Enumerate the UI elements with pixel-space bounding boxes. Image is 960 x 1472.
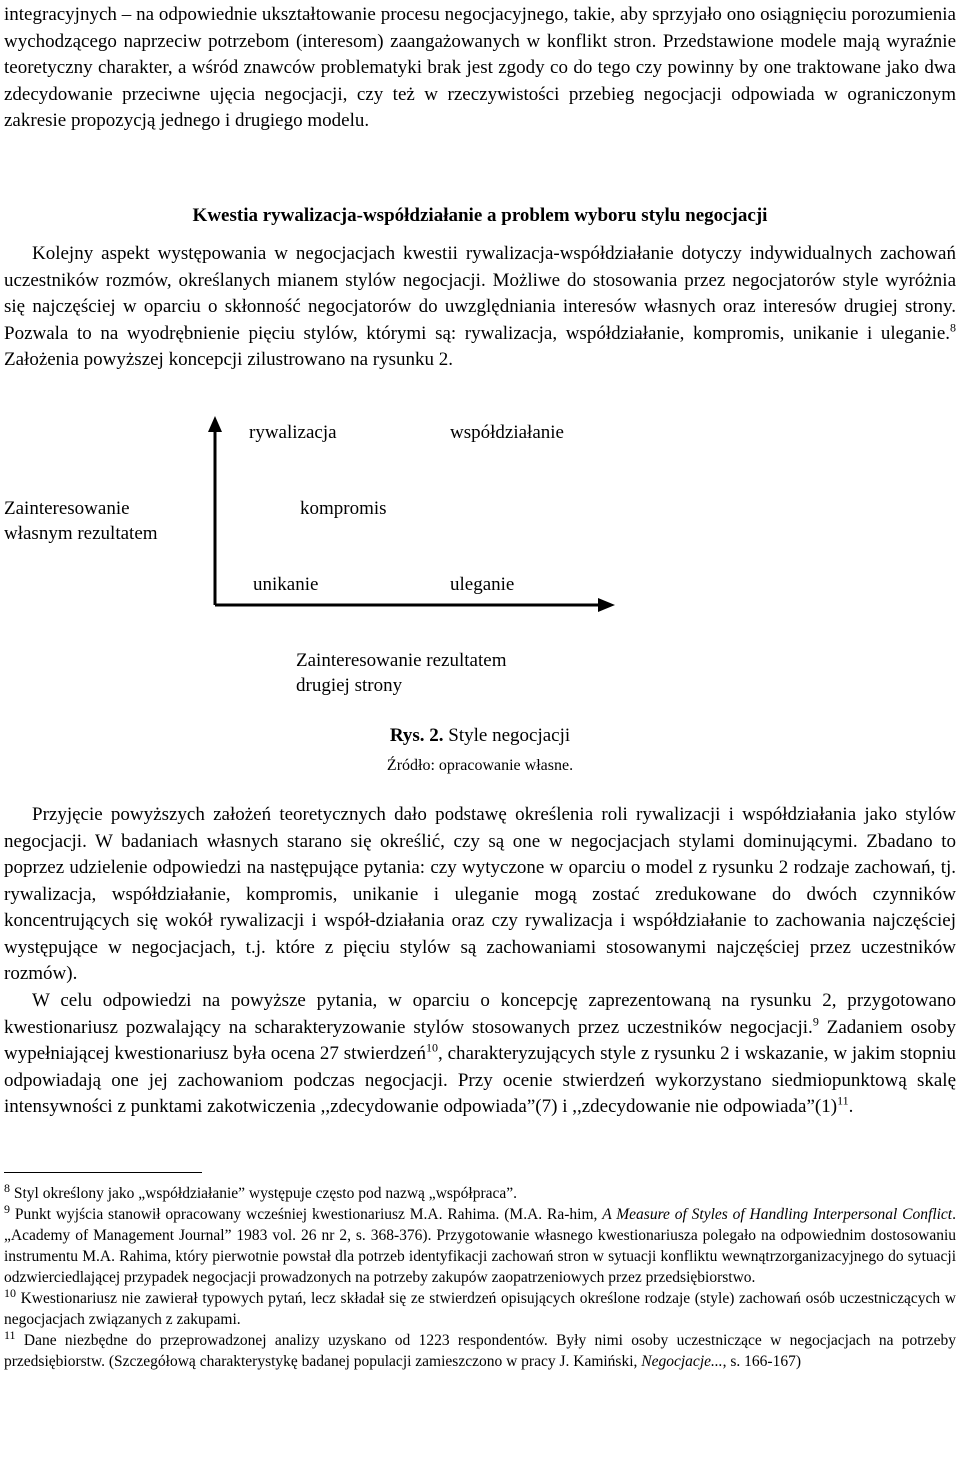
footnote-8-text: Styl określony jako „współdziałanie” występuje często pod nazwą „współpraca”.	[10, 1185, 518, 1202]
x-axis-arrowhead	[598, 598, 615, 612]
footnote-11-text-b: , s. 166-167)	[722, 1353, 801, 1370]
footnote-ref-8: 8	[950, 320, 956, 335]
label-kompromis: kompromis	[300, 498, 387, 519]
figure-caption-number: Rys. 2.	[389, 725, 444, 746]
footnotes	[4, 1180, 956, 1372]
paragraph-questionnaire-part-a: W celu odpowiedzi na powyższe pytania, w oparciu o koncepcję zaprezentowaną na rysunku 2, przygotowano kwestionariusz pozwalający na scharakteryzowanie stylów stosowanych przez uczestników negocjacji.	[4, 990, 956, 1038]
footnote-9-title: A Measure of Styles of Handling Interpersonal Conflict	[602, 1206, 953, 1223]
paragraph-questionnaire	[4, 988, 956, 1121]
paragraph-questionnaire-part-b: Zadaniem osoby wypełniającej kwestionariusz była ocena 27 stwierdzeń	[4, 1016, 957, 1064]
footnote-11-title: Negocjacje...	[641, 1353, 723, 1370]
paragraph-styles-part-b: Założenia powyższej koncepcji zilustrowano na rysunku 2.	[4, 349, 453, 370]
x-axis-label-line1: Zainteresowanie rezultatem	[296, 650, 507, 671]
figure-caption-title: Style negocjacji	[443, 725, 571, 746]
label-wspoldzialanie: współdziałanie	[450, 422, 564, 443]
footnote-10-number: 10	[4, 1285, 16, 1300]
footnote-9-number: 9	[4, 1201, 10, 1216]
figure-caption	[0, 723, 960, 749]
y-axis-label-line2: własnym rezultatem	[4, 523, 158, 544]
paragraph-questionnaire-part-d: .	[848, 1096, 854, 1117]
footnote-8-number: 8	[4, 1180, 10, 1195]
footnote-11	[4, 1327, 956, 1372]
footnote-11-text-a: Dane niezbędne do przeprowadzonej analizy uzyskano od 1223 respondentów. Były nimi osoby uczestniczące w negocjacjach na potrzeby przedsiębiorstw. (Szczegółową charakterystykę badanej populacji zamieszczono w pracy J. Kamiński,	[4, 1332, 956, 1370]
paragraph-intro: integracyjnych – na odpowiednie ukształtowanie procesu negocjacyjnego, takie, aby sprzyjało ono osiągnięciu porozumienia wychodzącego naprzeciw potrzebom (interesom) zaangażowanych w konflikt stron. Przedstawione modele mają wyraźnie teoretyczny charakter, a wśród znawców problematyki brak jest zgody co do tego czy powinny by one traktowane jako dwa zdecydowanie przeciwne ujęcia negocjacji, czy też w rzeczywistości przebieg negocjacji odpowiada w ograniczonym zakresie propozycją jednego i drugiego modelu.	[4, 4, 956, 131]
footnote-9-text-b: . „Academy of Management Journal” 1983 vol. 26 nr 2, s. 368-376). Przygotowanie własnego kwestionariusza polegało na odpowiednim dostosowaniu instrumentu M.A. Rahima, który pierwotnie powstał dla potrzeb identyfikacji zachowań stron w sytuacji konfliktu wewnątrzorganizacyjnego do sytuacji odzwierciedlającej przypadek negocjacji prowadzonych na potrzeby zakupów zaopatrzeniowych przez przedsiębiorstwo.	[4, 1206, 956, 1286]
paragraph-styles-part-a: Kolejny aspekt występowania w negocjacjach kwestii rywalizacja-współdziałanie dotyczy indywidualnych zachowań uczestników rozmów, określanych mianem stylów negocjacji. Możliwe do stosowania przez negocjatorów style wyróżnia się najczęściej w oparciu o skłonność negocjatorów do uwzględniania interesów własnych oraz interesów drugiej strony. Pozwala to na wyodrębnienie pięciu stylów, którymi są: rywalizacja, współdziałanie, kompromis, unikanie i uleganie.	[4, 243, 956, 344]
y-axis-label-line1: Zainteresowanie	[4, 498, 130, 519]
paragraph-questionnaire-part-c: , charakteryzujących style z rysunku 2 i wskazanie, w jakim stopniu odpowiadają one jej zachowaniom podczas negocjacji. Przy ocenie stwierdzeń wykorzystano siedmiopunktową skalę intensywności z punktami zakotwiczenia ,,zdecydowanie odpowiada”(7) i ,,zdecydowanie nie odpowiada”(1)	[4, 1043, 956, 1117]
footnote-10	[4, 1285, 956, 1330]
label-uleganie: uleganie	[450, 574, 515, 595]
figure-source: Źródło: opracowanie własne.	[386, 757, 574, 774]
footnote-ref-10: 10	[426, 1040, 438, 1055]
footnote-9-text-a: Punkt wyjścia stanowił opracowany wcześniej kwestionariusz M.A. Rahima. (M.A. Ra-him,	[10, 1206, 603, 1223]
footnote-11-number: 11	[4, 1327, 16, 1342]
section-heading: Kwestia rywalizacja-współdziałanie a problem wyboru stylu negocjacji	[192, 205, 768, 226]
x-axis-label-line2: drugiej strony	[296, 675, 403, 696]
footnote-9	[4, 1201, 956, 1288]
footnote-8	[4, 1180, 956, 1204]
paragraph-assumptions: Przyjęcie powyższych założeń teoretycznych dało podstawę określenia roli rywalizacji i współdziałania jako stylów negocjacji. W badaniach własnych starano się określić, czy są one w negocjacjach stylami dominującymi. Zbadano to poprzez udzielenie odpowiedzi na następujące pytania: czy wytyczone w oparciu o model z rysunku 2 rodzaje zachowań, tj. rywalizacja, współdziałanie, kompromis, unikanie i uleganie mogą zostać zredukowane do dwóch czynników koncentrujących się wokół rywalizacji i współ-działania oraz czy rywalizacja i współdziałanie to zachowania najczęściej występujące w negocjacjach, t.j. które z pięciu stylów są zachowaniami stosowanymi najczęściej przez uczestników rozmów).	[4, 804, 956, 984]
y-axis-arrowhead	[208, 416, 222, 432]
footnote-ref-9: 9	[812, 1014, 819, 1029]
footnote-ref-11: 11	[837, 1093, 849, 1108]
label-unikanie: unikanie	[253, 574, 319, 595]
label-rywalizacja: rywalizacja	[249, 422, 337, 443]
footnote-10-text: Kwestionariusz nie zawierał typowych pytań, lecz składał się ze stwierdzeń opisujących określone rodzaje (style) zachowań osób uczestniczących w negocjacjach związanych z zakupami.	[4, 1290, 956, 1328]
footnote-separator	[4, 1172, 202, 1173]
